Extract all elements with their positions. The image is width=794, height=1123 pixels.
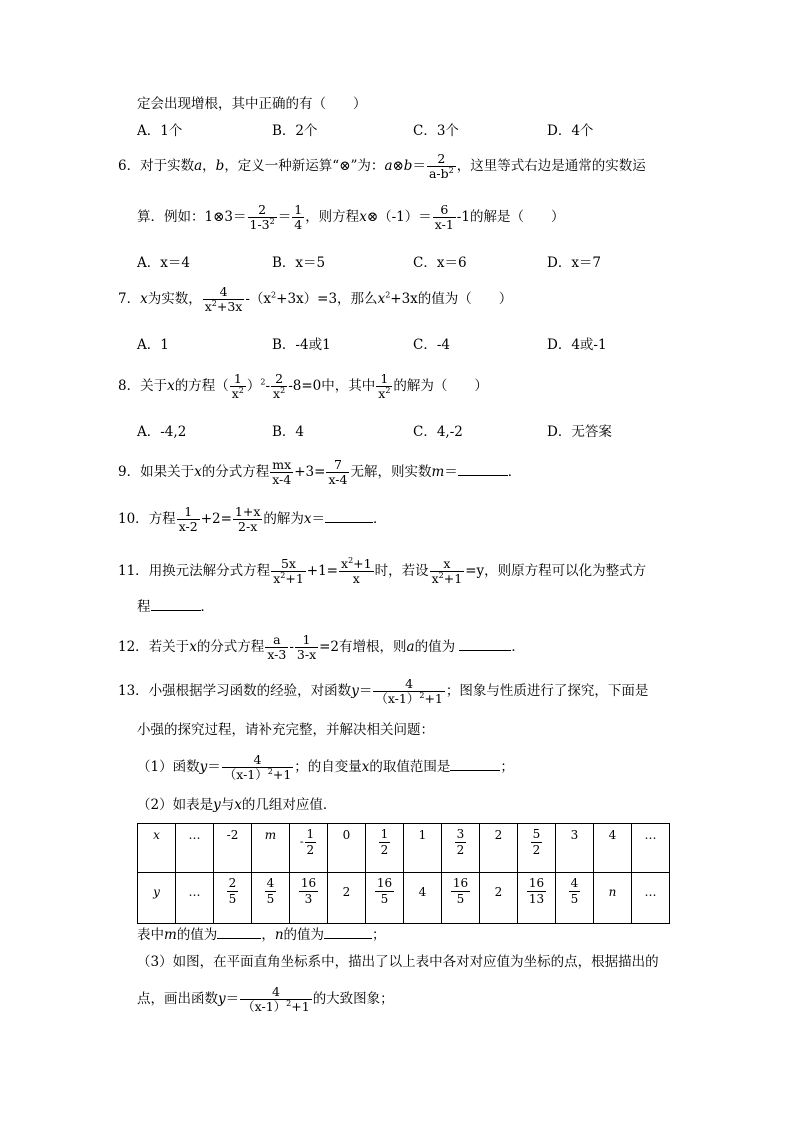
q13-line1: 13．小强根据学习函数的经验，对函数y＝ $\frac{4}{(x-1)^2+1}$ ；图象与性质进行了探究，下面是 [118, 676, 649, 706]
table-cell: $\frac{1}{2}$ [366, 824, 404, 873]
q9-answer-blank[interactable] [458, 475, 508, 476]
table-cell: 3 [556, 824, 594, 873]
table-cell: 0 [328, 824, 366, 873]
table-cell: 4 [404, 873, 442, 924]
table-cell: … [632, 873, 670, 924]
q8-option-b: B．4 [272, 424, 305, 440]
q11-line1: 11．用换元法解分式方程 $\frac{5x}{x^2+1}$ +1= $\frac{x^2+1}{x}$ 时，若设 $\frac{x}{x^2+1}$ =y，则原方程可以化为整式方 [118, 555, 647, 586]
table-cell: 2 [480, 873, 518, 924]
q8-option-d: D．无答案 [547, 424, 612, 440]
n-value-blank[interactable] [324, 938, 372, 939]
table-cell: $\frac{16}{3}$ [290, 873, 328, 924]
table-cell: … [176, 824, 214, 873]
q5-continuation: 定会出现增根，其中正确的有（ ） [137, 96, 367, 112]
q5-option-b: B．2个 [272, 123, 318, 139]
q8-option-c: C．4,-2 [413, 424, 463, 440]
table-cell: n [594, 873, 632, 924]
q7-option-b: B．-4或1 [272, 337, 331, 353]
table-cell: $\frac{16}{13}$ [518, 873, 556, 924]
q7-option-d: D．4或-1 [547, 337, 607, 353]
q5-option-d: D．4个 [547, 123, 594, 139]
table-cell: y [138, 873, 176, 924]
q13-line2: 小强的探究过程，请补充完整，并解决相关问题： [137, 722, 434, 738]
q10-line1: 10．方程 $\frac{1}{x-2}$ +2= $\frac{1+x}{2-x}$ 的解为x＝ ． [118, 504, 387, 534]
table-cell: … [176, 873, 214, 924]
q10-answer-blank[interactable] [325, 522, 373, 523]
table-cell: 2 [328, 873, 366, 924]
table-cell: m [252, 824, 290, 873]
value-table [137, 823, 670, 924]
table-row-x [138, 824, 670, 873]
q7-option-a: A．1 [137, 337, 169, 353]
q13-part1: （1）函数y＝ $\frac{4}{(x-1)^2+1}$ ；的自变量x的取值范围是 ； [137, 752, 514, 782]
q6-fraction-1: $\frac{2}{a-b^2}$ [428, 151, 454, 181]
q13-domain-blank[interactable] [450, 770, 500, 771]
table-cell: 4 [594, 824, 632, 873]
q13-part2: （2）如表是y与x的几组对应值． [137, 797, 337, 813]
q8-line1: 8．关于x的方程（ $\frac{1}{x^2}$ ）$^2$- $\frac{2}{x^2}$ -8=0中，其中 $\frac{1}{x^2}$ 的解为（ ） [118, 371, 488, 401]
table-cell: $\frac{5}{2}$ [518, 824, 556, 873]
table-cell: $\frac{2}{5}$ [214, 873, 252, 924]
table-cell: $\frac{4}{5}$ [252, 873, 290, 924]
q6-option-c: C．x＝6 [413, 255, 467, 271]
q12-answer-blank[interactable] [459, 650, 511, 651]
q6-line1: 6．对于实数a，b，定义一种新运算“⊗”为：a⊗b＝ $\frac{2}{a-b^2}$ ，这里等式右边是通常的实数运 [118, 151, 646, 181]
q13-part3-line1: （3）如图，在平面直角坐标系中，描出了以上表中各对对应值为坐标的点，根据描出的 [137, 954, 659, 970]
table-row-y [138, 873, 670, 924]
q8-option-a: A．-4,2 [137, 424, 187, 440]
q11-answer-blank[interactable] [151, 610, 201, 611]
q12-line1: 12．若关于x的分式方程 $\frac{a}{x-3}$ - $\frac{1}{3-x}$ =2有增根，则a的值为 ． [118, 632, 525, 662]
table-cell: … [632, 824, 670, 873]
table-cell: 2 [480, 824, 518, 873]
table-cell: x [138, 824, 176, 873]
table-cell: $\frac{16}{5}$ [442, 873, 480, 924]
q13-part3-line2: 点，画出函数y＝ $\frac{4}{(x-1)^2+1}$ 的大致图象； [137, 984, 394, 1014]
table-cell: 1 [404, 824, 442, 873]
table-cell: $\frac{3}{2}$ [442, 824, 480, 873]
q7-option-c: C．-4 [413, 337, 450, 353]
q7-line1: 7．x为实数， $\frac{4}{x^2+3x}$ $-(x^2+3x)=3$，那么$x^2+3x$的值为（ ） [118, 284, 513, 314]
q6-option-b: B．x＝5 [272, 255, 326, 271]
q6-line2: 算．例如：1⊗3＝ $\frac{2}{1-3^2}$ ＝ $\frac{1}{4}$ ，则方程x⊗（-1）＝ $\frac{6}{x-1}$ -1的解是（ ） [137, 202, 565, 232]
q5-option-c: C．3个 [413, 123, 459, 139]
m-value-blank[interactable] [217, 938, 261, 939]
q9-line1: 9．如果关于x的分式方程 $\frac{mx}{x-4}$ +3= $\frac{7}{x-4}$ 无解，则实数m＝ ． [118, 457, 522, 487]
q6-option-a: A．x＝4 [137, 255, 190, 271]
table-cell: - $\frac{1}{2}$ [290, 824, 328, 873]
q6-option-d: D．x＝7 [547, 255, 602, 271]
q13-table-answer: 表中m的值为 ，n的值为 ； [137, 927, 386, 943]
table-cell: $\frac{16}{5}$ [366, 873, 404, 924]
q5-option-a: A．1个 [137, 123, 183, 139]
q11-line2: 程 ． [137, 599, 214, 615]
table-cell: $\frac{4}{5}$ [556, 873, 594, 924]
table-cell: -2 [214, 824, 252, 873]
